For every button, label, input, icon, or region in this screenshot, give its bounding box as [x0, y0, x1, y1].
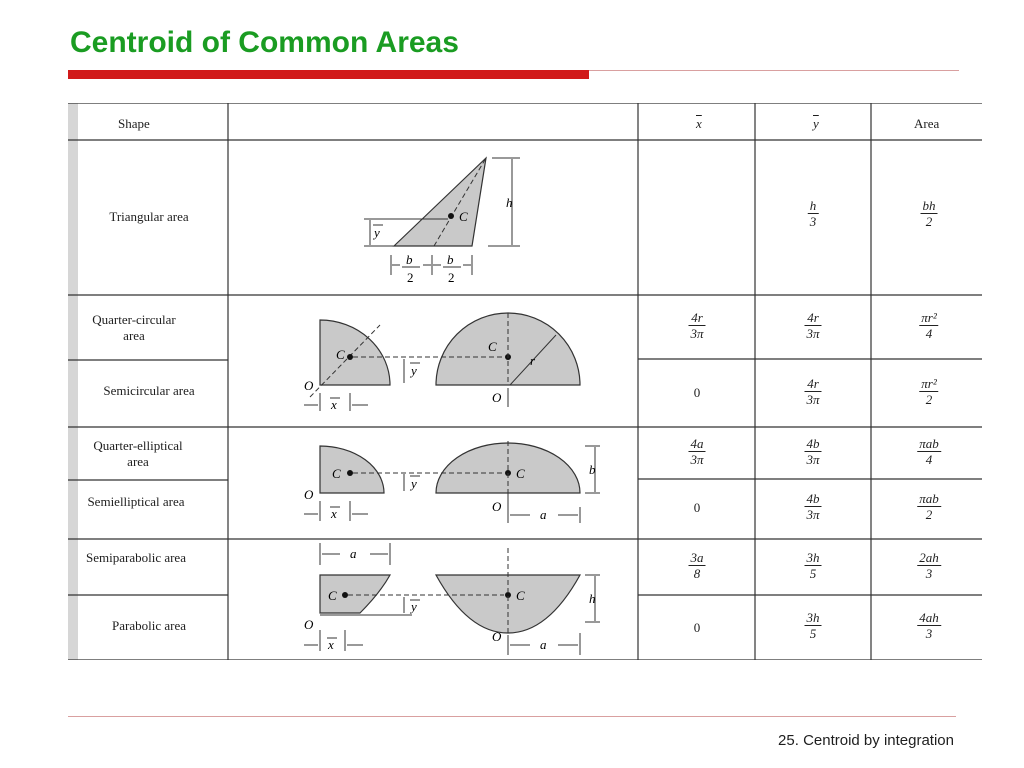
area-semiparabolic: 2ah 3: [919, 550, 939, 581]
svg-text:2: 2: [448, 270, 455, 285]
area-semielliptical: πab 2: [919, 491, 939, 522]
title-underline-red: [68, 70, 589, 79]
svg-text:O: O: [304, 487, 314, 502]
header-area: Area: [914, 116, 940, 131]
svg-text:a: a: [350, 546, 357, 561]
area-triangular: bh 2: [922, 198, 936, 229]
footer-caption: 25. Centroid by integration: [778, 732, 954, 749]
xbar-quarter-elliptical: 4a 3π: [690, 436, 704, 467]
xbar-semielliptical: 0: [693, 500, 701, 515]
xbar-semicircular: 0: [693, 385, 701, 400]
svg-text:C: C: [332, 466, 341, 481]
svg-text:C: C: [516, 466, 525, 481]
triangle-centroid-label: C: [459, 209, 468, 224]
shape-name-parabolic: Parabolic area: [112, 618, 186, 633]
header-y-bar: $\overline{y}$: [813, 116, 819, 131]
scan-edge-shadow: [68, 103, 78, 660]
shape-name-semicircular: Semicircular area: [103, 383, 195, 398]
area-quarter-circular: πr² 4: [921, 310, 937, 341]
svg-text:b: b: [406, 252, 413, 267]
svg-text:O: O: [304, 378, 314, 393]
header-x-bar: $\overline{x}$: [696, 116, 702, 131]
svg-text:y: y: [411, 363, 417, 378]
ybar-quarter-circular: 4r 3π: [806, 310, 820, 341]
centroid-table: [68, 103, 982, 660]
xbar-quarter-circular: 4r 3π: [690, 310, 704, 341]
svg-text:r: r: [530, 353, 536, 368]
svg-text:O: O: [492, 629, 502, 644]
shape-name-quarter-elliptical: Quarter-elliptical area: [93, 438, 183, 469]
svg-text:C: C: [328, 588, 337, 603]
ybar-semicircular: 4r 3π: [806, 376, 820, 407]
shape-name-triangular: Triangular area: [109, 209, 189, 224]
ybar-semiparabolic: 3h 5: [806, 550, 820, 581]
xbar-parabolic: 0: [693, 620, 701, 635]
svg-text:b: b: [589, 462, 596, 477]
header-shape: Shape: [118, 116, 150, 131]
svg-text:O: O: [304, 617, 314, 632]
triangle-ybar-label: y: [374, 225, 380, 240]
footer-rule: [68, 716, 956, 717]
svg-text:C: C: [516, 588, 525, 603]
triangle-centroid-point: [448, 213, 454, 219]
svg-text:C: C: [336, 347, 345, 362]
ybar-quarter-elliptical: 4b 3π: [806, 436, 820, 467]
title-underline-thin: [589, 70, 959, 71]
ybar-semielliptical: 4b 3π: [806, 491, 820, 522]
svg-text:a: a: [540, 637, 547, 652]
slide-title: Centroid of Common Areas: [70, 26, 459, 59]
svg-text:C: C: [488, 339, 497, 354]
svg-text:O: O: [492, 390, 502, 405]
svg-text:x: x: [328, 637, 334, 652]
svg-text:x: x: [331, 506, 337, 521]
area-semicircular: πr² 2: [921, 376, 937, 407]
ybar-triangular: h 3: [809, 198, 817, 229]
triangle-h-label: h: [506, 195, 513, 210]
area-parabolic: 4ah 3: [919, 610, 939, 641]
svg-text:a: a: [540, 507, 547, 522]
shape-name-semielliptical: Semielliptical area: [87, 494, 185, 509]
svg-text:b: b: [447, 252, 454, 267]
svg-text:O: O: [492, 499, 502, 514]
area-quarter-elliptical: πab 4: [919, 436, 939, 467]
shape-name-quarter-circular: Quarter-circular area: [92, 312, 176, 343]
xbar-semiparabolic: 3a 8: [690, 550, 704, 581]
svg-text:2: 2: [407, 270, 414, 285]
shape-name-semiparabolic: Semiparabolic area: [86, 550, 186, 565]
svg-text:x: x: [331, 397, 337, 412]
svg-text:y: y: [411, 599, 417, 614]
svg-text:h: h: [589, 591, 596, 606]
svg-text:y: y: [411, 476, 417, 491]
ybar-parabolic: 3h 5: [806, 610, 820, 641]
